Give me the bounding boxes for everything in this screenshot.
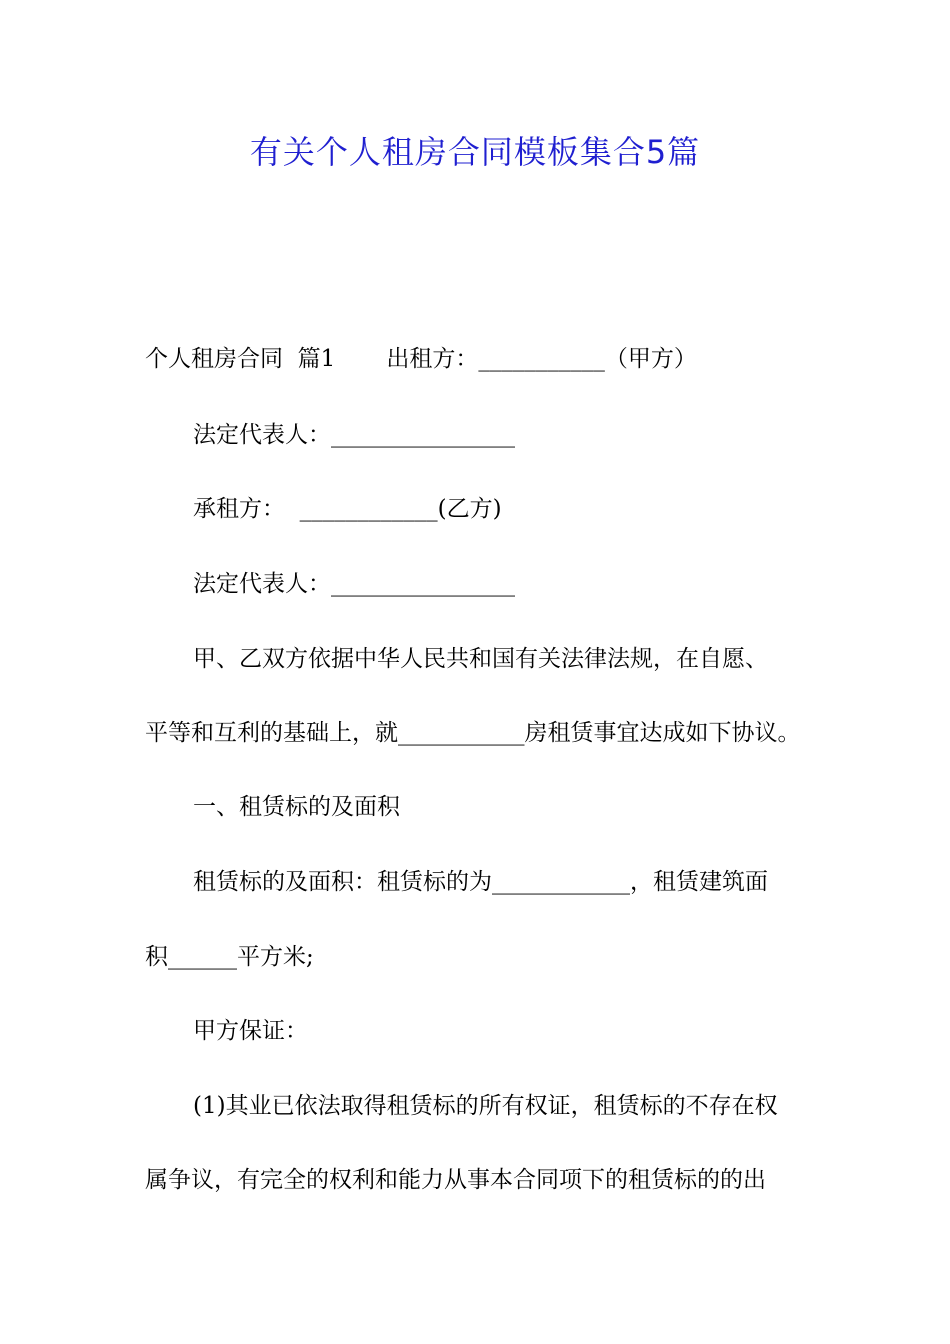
party-a-guarantee-heading: 甲方保证： [193,1018,308,1044]
guarantee-item-1-line-1: (1)其业已依法取得租赁标的所有权证，租赁标的不存在权 [193,1093,778,1119]
guarantee-item-1-line-2: 属争议，有完全的权利和能力从事本合同项下的租赁标的的出 [145,1167,766,1193]
section-heading-lease-object: 一、租赁标的及面积 [193,794,400,820]
lease-object-paragraph-line-1: 租赁标的及面积：租赁标的为____________，租赁建筑面 [193,869,768,895]
contract-heading-lessor-line: 个人租房合同 篇1 出租方：___________（甲方） [145,346,697,372]
lessee-line: 承租方： ____________(乙方) [193,496,502,522]
document-title: 有关个人租房合同模板集合5篇 [249,133,701,171]
lessee-legal-representative-line: 法定代表人：________________ [193,571,515,597]
lease-object-paragraph-line-2: 积______平方米; [145,944,314,970]
lessor-legal-representative-line: 法定代表人：________________ [193,422,515,448]
preamble-paragraph-line-2: 平等和互利的基础上，就___________房租赁事宜达成如下协议。 [145,720,801,746]
preamble-paragraph-line-1: 甲、乙双方依据中华人民共和国有关法律法规，在自愿、 [193,646,768,672]
